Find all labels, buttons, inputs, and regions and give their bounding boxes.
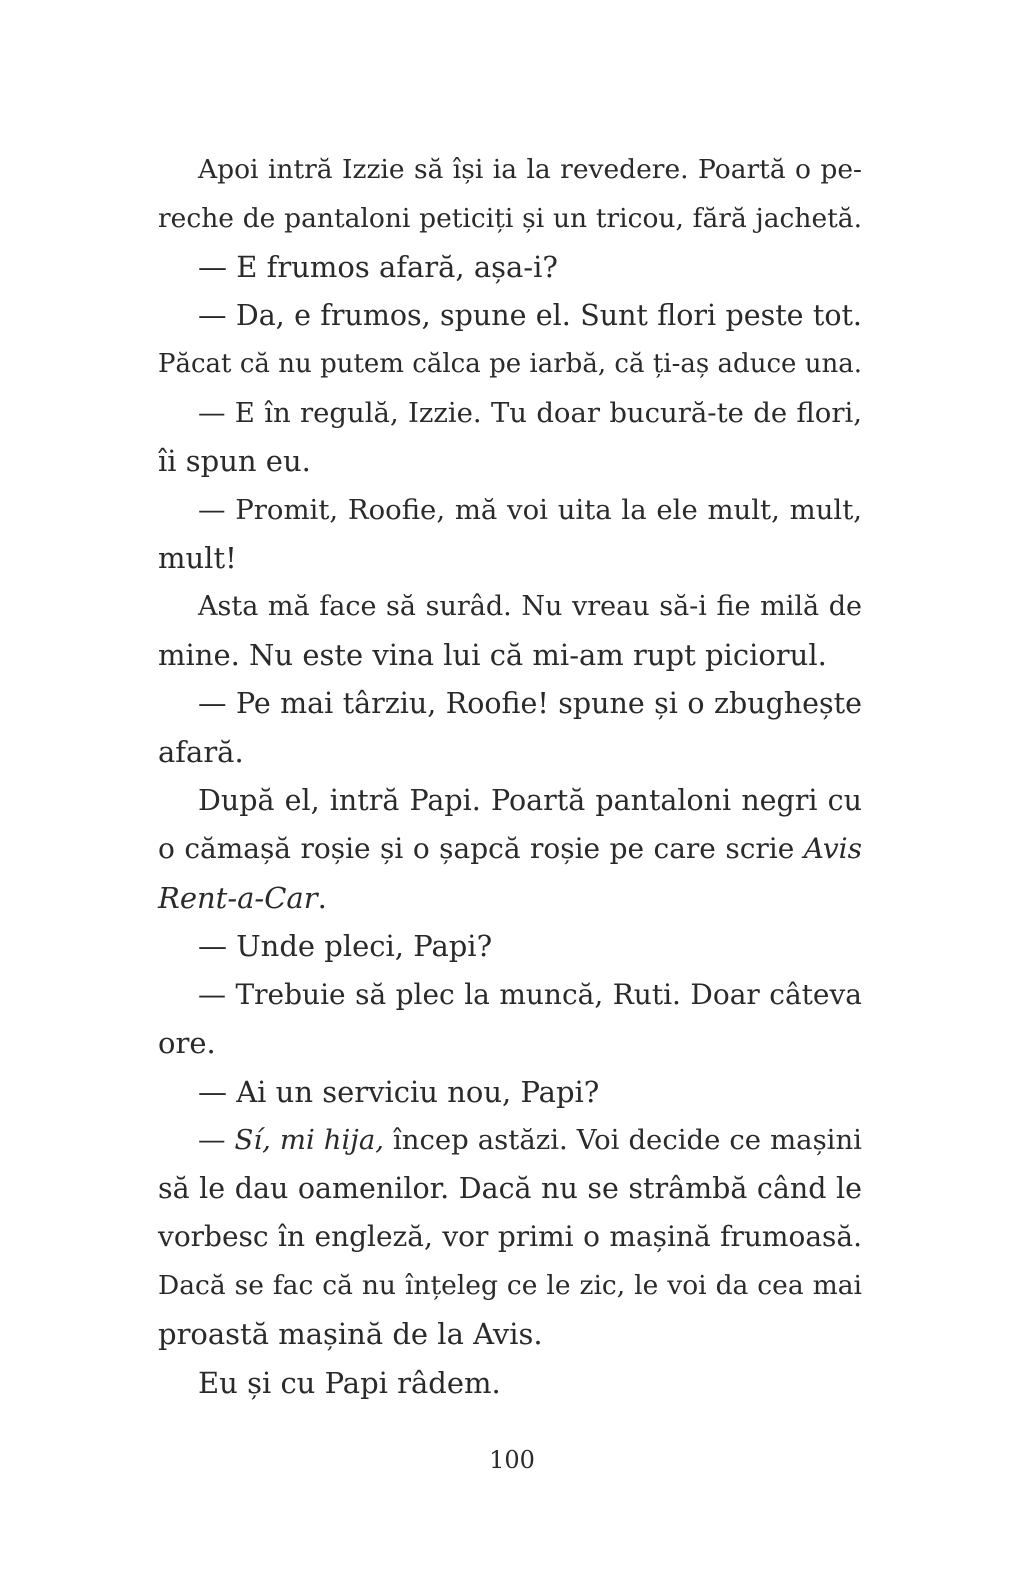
text-line: — Pe mai târziu, Roofie! spune și o zbughește	[198, 686, 862, 720]
text-line: ore.	[158, 1026, 216, 1060]
page-number: 100	[489, 1446, 535, 1474]
text-line: Asta mă face să surâd. Nu vreau să-i fie milă de	[198, 590, 862, 622]
text-line: — Promit, Roofie, mă voi uita la ele mult, mult,	[198, 493, 862, 526]
text-line: — E în regulă, Izzie. Tu doar bucură-te de flori,	[198, 396, 862, 429]
text-line	[158, 825, 862, 874]
text-line: mult!	[158, 541, 237, 575]
text-line: Apoi intră Izzie să își ia la revedere. Poartă o pe-	[198, 154, 862, 185]
body-text	[158, 146, 862, 1407]
italic-text: Avis	[803, 832, 862, 865]
text-line: proastă mașină de la Avis.	[158, 1317, 543, 1351]
text-segment: .	[317, 880, 327, 915]
text-line: — Da, e frumos, spune el. Sunt flori peste tot.	[198, 298, 862, 332]
text-line: — Ai un serviciu nou, Papi?	[198, 1074, 600, 1109]
text-line: — Unde pleci, Papi?	[198, 929, 493, 963]
text-line: afară.	[158, 735, 244, 769]
text-line: să le dau oamenilor. Dacă nu se strâmbă când le	[158, 1171, 862, 1205]
text-line: îi spun eu.	[158, 444, 311, 478]
text-line: reche de pantaloni peticiți și un tricou, fără jachetă.	[158, 202, 862, 234]
text-line: După el, intră Papi. Poartă pantaloni negri cu	[198, 783, 862, 817]
text-line: — E frumos afară, așa-i?	[198, 250, 558, 284]
text-line: — Trebuie să plec la muncă, Ruti. Doar câteva	[198, 977, 862, 1011]
text-line: Păcat că nu putem călca pe iarbă, că ți-aș aduce una.	[158, 349, 862, 379]
text-line: Eu și cu Papi râdem.	[198, 1365, 501, 1400]
text-segment: o cămașă roșie și o șapcă roșie pe care scrie	[158, 832, 795, 865]
text-line: vorbesc în engleză, vor primi o mașină frumoasă.	[158, 1220, 862, 1253]
text-line	[158, 1116, 862, 1165]
italic-text: Rent-a-Car	[158, 880, 318, 915]
text-line: mine. Nu este vina lui că mi-am rupt piciorul.	[158, 638, 827, 672]
text-line: Dacă se fac că nu înțeleg ce le zic, le voi da cea mai	[158, 1269, 862, 1301]
italic-text: Sí, mi hija,	[234, 1124, 384, 1156]
text-segment: încep astăzi. Voi decide ce mașini	[392, 1124, 862, 1156]
text-segment: —	[198, 1124, 226, 1156]
text-line	[158, 874, 862, 923]
